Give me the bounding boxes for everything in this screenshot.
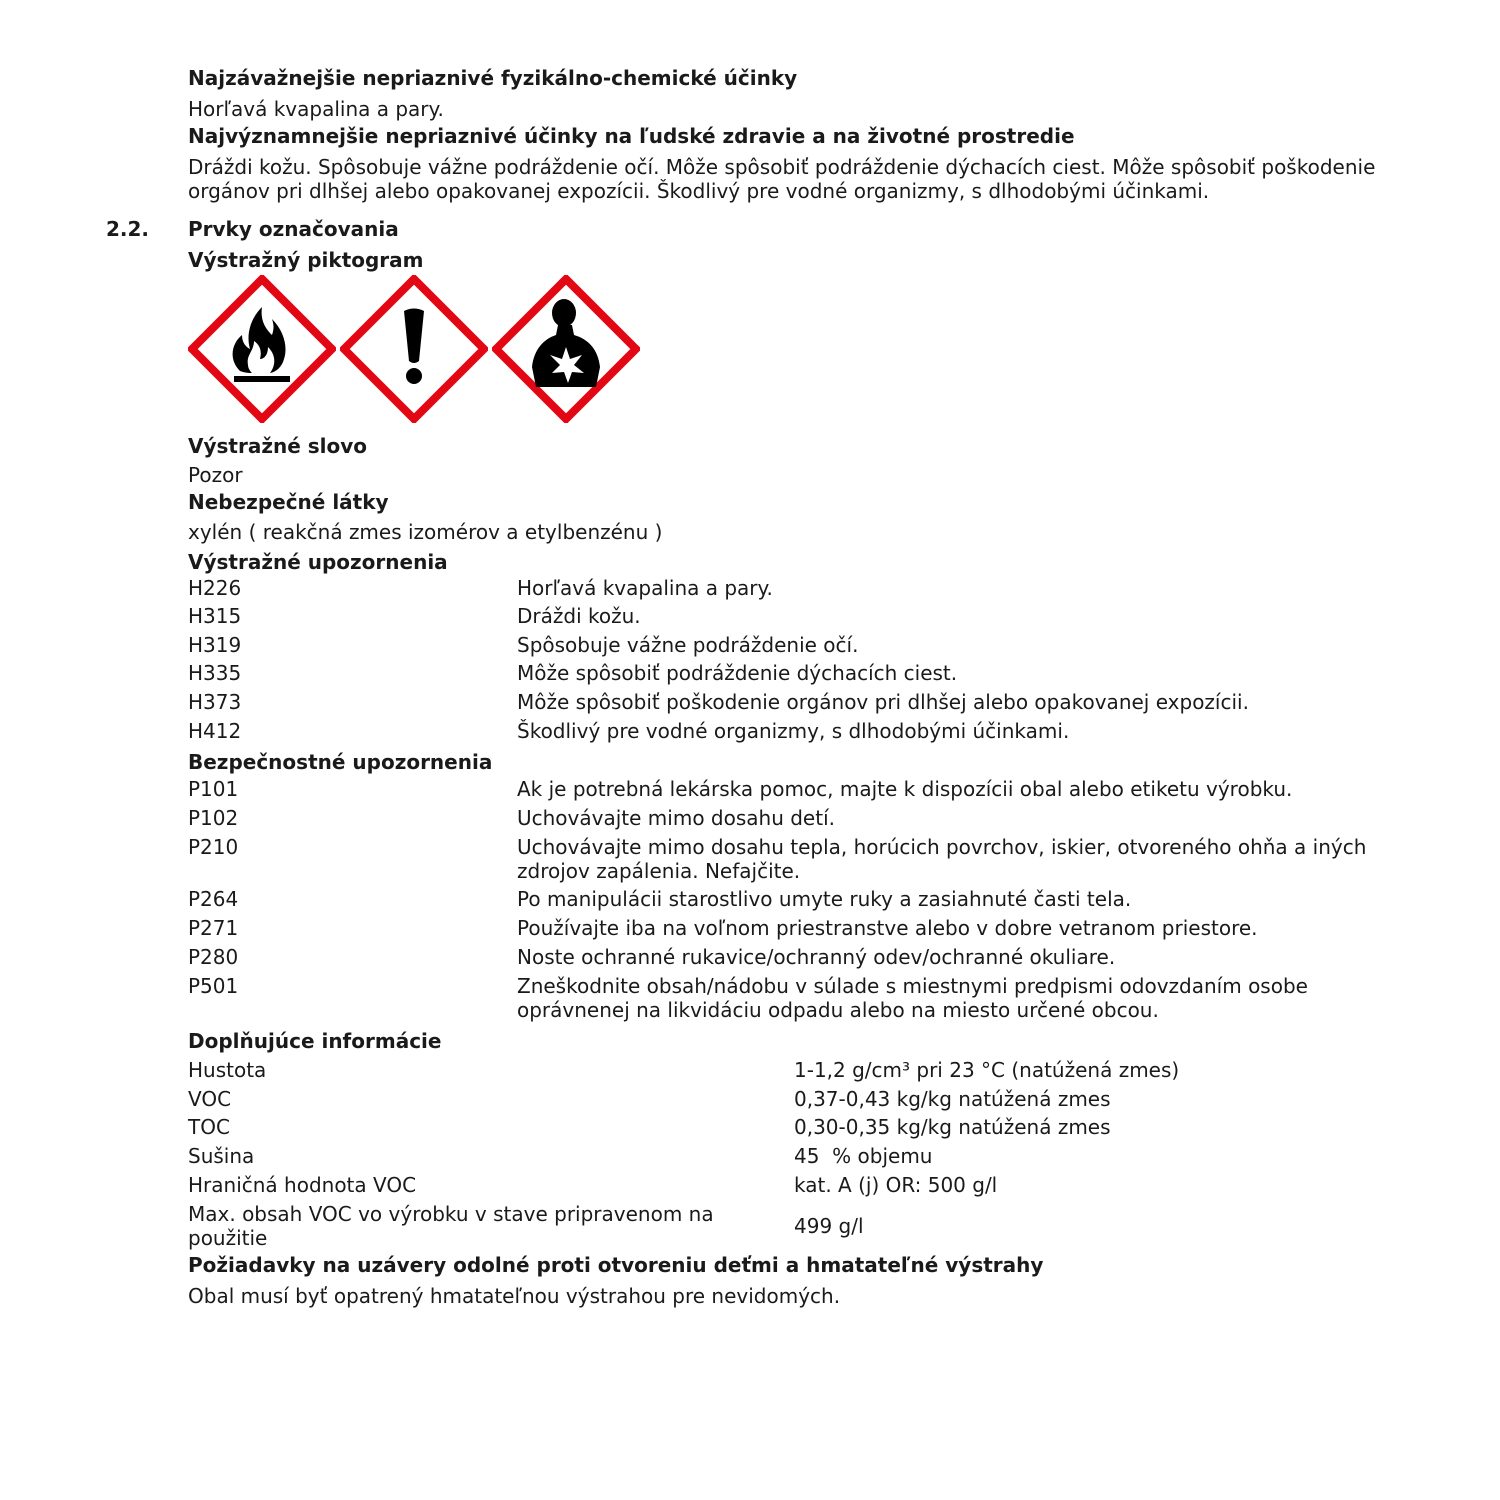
signal-word: Pozor — [188, 463, 243, 487]
precaution-code: P264 — [188, 887, 239, 911]
health-env-heading: Najvýznamnejšie nepriaznivé účinky na ľudské zdravie a na životné prostredie — [188, 124, 1075, 148]
hazardous-substances-heading: Nebezpečné látky — [188, 490, 389, 514]
supplementary-value: 0,37-0,43 kg/kg natúžená zmes — [794, 1087, 1111, 1111]
hazard-code: H412 — [188, 719, 242, 743]
section-number: 2.2. — [106, 217, 150, 241]
precaution-text: Po manipulácii starostlivo umyte ruky a zasiahnuté časti tela. — [517, 887, 1132, 911]
child-resistant-text: Obal musí byť opatrený hmatateľnou výstrahou pre nevidomých. — [188, 1284, 841, 1308]
supplementary-label-continued: použitie — [188, 1226, 268, 1250]
precaution-text: Noste ochranné rukavice/ochranný odev/ochranné okuliare. — [517, 945, 1116, 969]
precaution-text: Uchovávajte mimo dosahu detí. — [517, 806, 835, 830]
precaution-text: Uchovávajte mimo dosahu tepla, horúcich povrchov, iskier, otvoreného ohňa a iných — [517, 835, 1367, 859]
pictogram-heading: Výstražný piktogram — [188, 248, 424, 272]
hazardous-substances: xylén ( reakčná zmes izomérov a etylbenzénu ) — [188, 520, 663, 544]
flame-icon — [188, 275, 336, 423]
supplementary-label: VOC — [188, 1087, 232, 1111]
hazard-text: Spôsobuje vážne podráždenie očí. — [517, 633, 859, 657]
supplementary-info-heading: Doplňujúce informácie — [188, 1029, 442, 1053]
exclamation-icon — [340, 275, 488, 423]
child-resistant-heading: Požiadavky na uzávery odolné proti otvoreniu deťmi a hmatateľné výstrahy — [188, 1253, 1044, 1277]
supplementary-value: kat. A (j) OR: 500 g/l — [794, 1173, 998, 1197]
supplementary-label: Sušina — [188, 1144, 255, 1168]
supplementary-value: 0,30-0,35 kg/kg natúžená zmes — [794, 1115, 1111, 1139]
phys-chem-text: Horľavá kvapalina a pary. — [188, 97, 444, 121]
hazard-code: H315 — [188, 604, 242, 628]
hazard-text: Dráždi kožu. — [517, 604, 641, 628]
supplementary-label: TOC — [188, 1115, 230, 1139]
precaution-text: Ak je potrebná lekárska pomoc, majte k dispozícii obal alebo etiketu výrobku. — [517, 777, 1293, 801]
hazard-code: H319 — [188, 633, 242, 657]
hazard-text: Môže spôsobiť poškodenie orgánov pri dlhšej alebo opakovanej expozícii. — [517, 690, 1249, 714]
section-title: Prvky označovania — [188, 217, 399, 241]
supplementary-value: 1-1,2 g/cm³ pri 23 °C (natúžená zmes) — [794, 1058, 1180, 1082]
supplementary-label: Hraničná hodnota VOC — [188, 1173, 417, 1197]
hazard-code: H373 — [188, 690, 242, 714]
precaution-code: P280 — [188, 945, 239, 969]
phys-chem-heading: Najzávažnejšie nepriaznivé fyzikálno-chemické účinky — [188, 66, 798, 90]
precaution-text: Používajte iba na voľnom priestranstve alebo v dobre vetranom priestore. — [517, 916, 1258, 940]
precaution-code: P101 — [188, 777, 239, 801]
supplementary-value: 45 % objemu — [794, 1144, 933, 1168]
health-env-text-line2: orgánov pri dlhšej alebo opakovanej expozícii. Škodlivý pre vodné organizmy, s dlhodobými účinkami. — [188, 179, 1210, 203]
health-hazard-icon — [492, 275, 640, 423]
precautionary-statements-heading: Bezpečnostné upozornenia — [188, 750, 493, 774]
hazard-code: H335 — [188, 661, 242, 685]
health-env-text-line1: Dráždi kožu. Spôsobuje vážne podráždenie očí. Môže spôsobiť podráždenie dýchacích ciest. Môže spôsobiť poškodenie — [188, 155, 1376, 179]
hazard-text: Môže spôsobiť podráždenie dýchacích ciest. — [517, 661, 958, 685]
precaution-code: P271 — [188, 916, 239, 940]
hazard-code: H226 — [188, 576, 242, 600]
precaution-text-continued: oprávnenej na likvidáciu odpadu alebo na miesto určené obcou. — [517, 998, 1159, 1022]
hazard-statements-heading: Výstražné upozornenia — [188, 550, 448, 574]
precaution-code: P501 — [188, 974, 239, 998]
signal-word-heading: Výstražné slovo — [188, 434, 368, 458]
supplementary-label: Hustota — [188, 1058, 267, 1082]
hazard-text: Horľavá kvapalina a pary. — [517, 576, 773, 600]
hazard-text: Škodlivý pre vodné organizmy, s dlhodobými účinkami. — [517, 719, 1070, 743]
supplementary-label: Max. obsah VOC vo výrobku v stave pripravenom na — [188, 1202, 714, 1226]
supplementary-value: 499 g/l — [794, 1214, 864, 1238]
precaution-text-continued: zdrojov zapálenia. Nefajčite. — [517, 859, 801, 883]
precaution-code: P210 — [188, 835, 239, 859]
precaution-code: P102 — [188, 806, 239, 830]
precaution-text: Zneškodnite obsah/nádobu v súlade s miestnymi predpismi odovzdaním osobe — [517, 974, 1308, 998]
